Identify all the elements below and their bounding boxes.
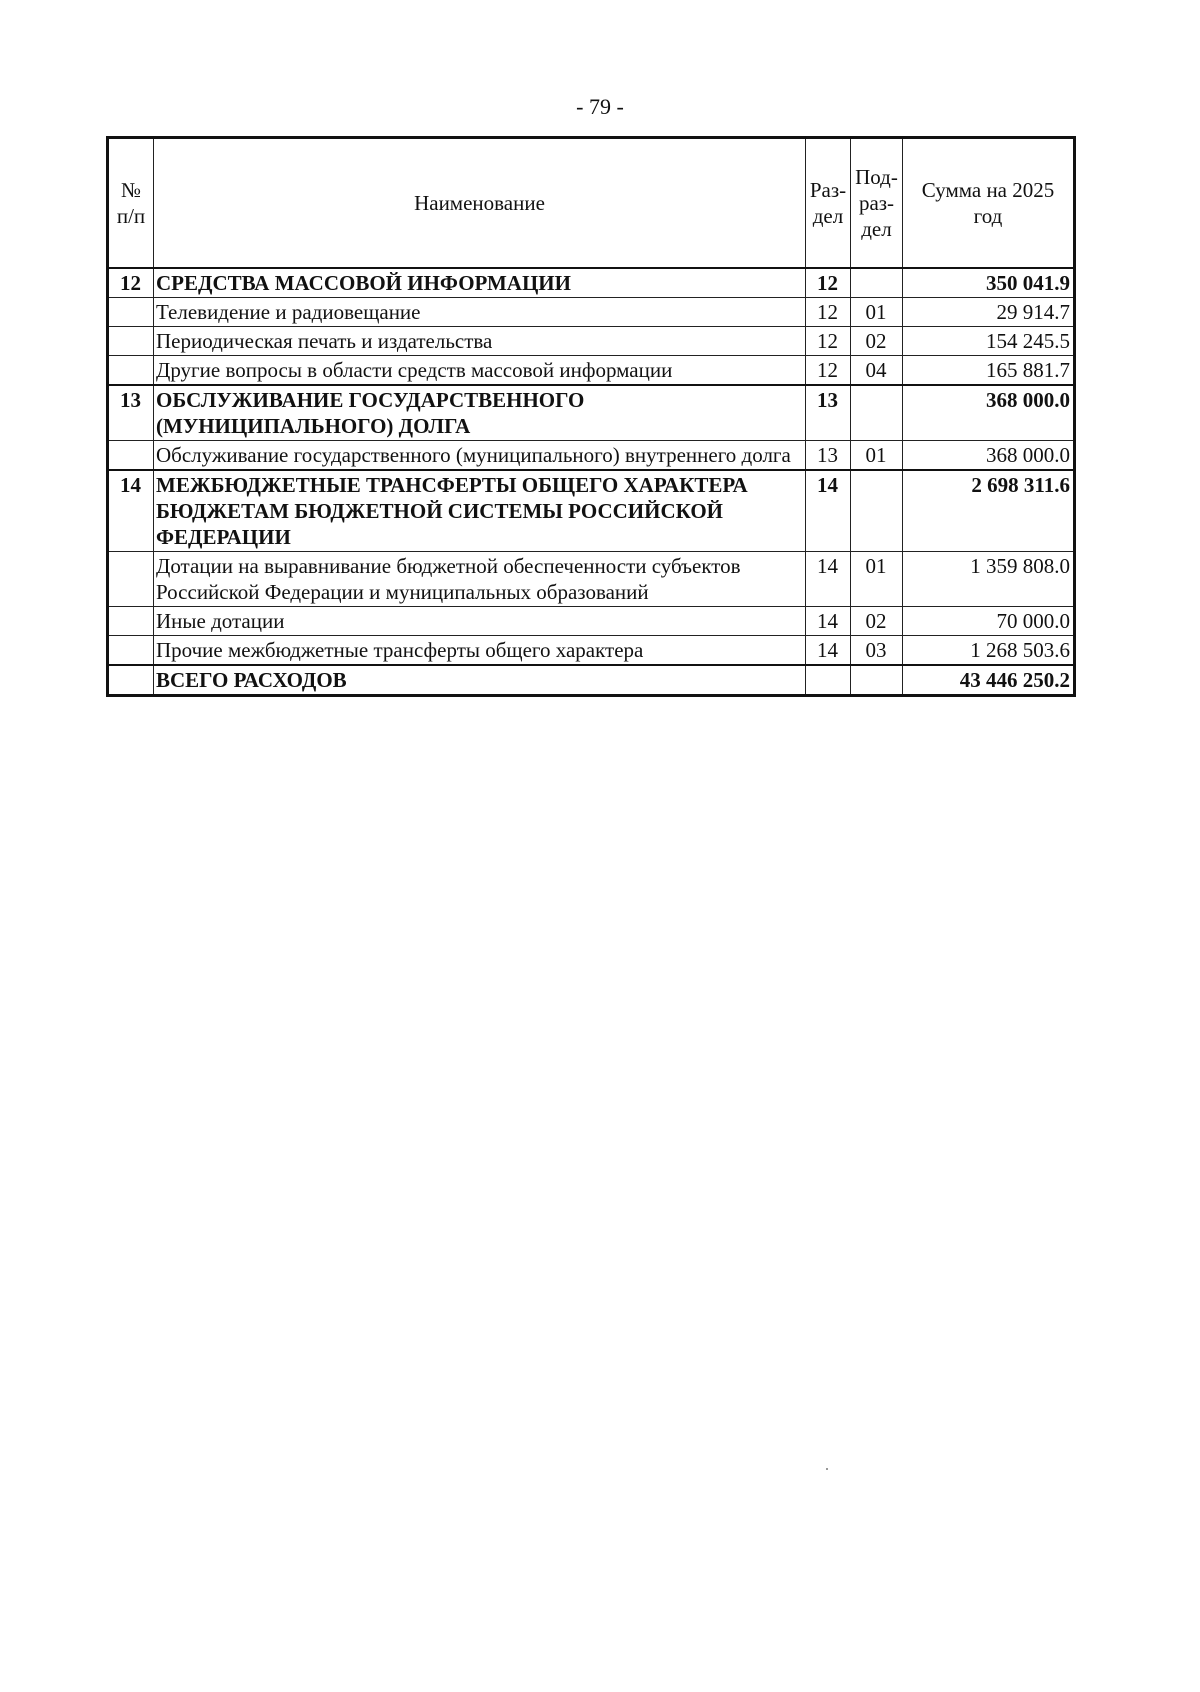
row-name-cell: СРЕДСТВА МАССОВОЙ ИНФОРМАЦИИ [154,268,806,298]
total-podrazdel-cell [851,665,903,696]
table-row [108,356,1075,386]
row-sum-cell: 1 359 808.0 [903,552,1075,607]
row-num-cell [108,636,154,666]
row-num-cell: 14 [108,470,154,552]
row-num-cell [108,441,154,471]
row-name-cell: Прочие межбюджетные трансферты общего характера [154,636,806,666]
scan-speck [826,1468,828,1470]
row-name-cell: Дотации на выравнивание бюджетной обеспеченности субъектов Российской Федерации и муниципальных образований [154,552,806,607]
row-sum-cell: 70 000.0 [903,607,1075,636]
row-sum-cell: 1 268 503.6 [903,636,1075,666]
table-body [108,268,1075,665]
budget-table [106,136,1076,697]
row-podrazdel-cell: 01 [851,298,903,327]
table-row [108,268,1075,298]
row-name-cell: ОБСЛУЖИВАНИЕ ГОСУДАРСТВЕННОГО (МУНИЦИПАЛЬНОГО) ДОЛГА [154,385,806,441]
table-row [108,385,1075,441]
header-sum: Сумма на 2025 год [903,138,1075,269]
row-num-cell [108,298,154,327]
row-name-cell: Обслуживание государственного (муниципального) внутреннего долга [154,441,806,471]
table-row [108,552,1075,607]
total-sum: 43 446 250.2 [903,665,1075,696]
row-sum-cell: 154 245.5 [903,327,1075,356]
row-razdel-cell: 14 [806,636,851,666]
row-podrazdel-cell: 02 [851,607,903,636]
total-label: ВСЕГО РАСХОДОВ [154,665,806,696]
row-name-cell: Иные дотации [154,607,806,636]
total-num-cell [108,665,154,696]
header-num: № п/п [108,138,154,269]
row-sum-cell: 368 000.0 [903,385,1075,441]
table-row [108,607,1075,636]
row-razdel-cell: 12 [806,298,851,327]
row-podrazdel-cell: 01 [851,552,903,607]
total-row [108,665,1075,696]
row-sum-cell: 2 698 311.6 [903,470,1075,552]
row-podrazdel-cell [851,268,903,298]
header-name: Наименование [154,138,806,269]
row-num-cell [108,327,154,356]
row-podrazdel-cell [851,385,903,441]
row-podrazdel-cell: 04 [851,356,903,386]
row-razdel-cell: 13 [806,385,851,441]
row-razdel-cell: 13 [806,441,851,471]
table-row [108,470,1075,552]
row-razdel-cell: 12 [806,356,851,386]
header-podrazdel: Под-раз-дел [851,138,903,269]
row-razdel-cell: 14 [806,552,851,607]
row-podrazdel-cell [851,470,903,552]
row-name-cell: Другие вопросы в области средств массовой информации [154,356,806,386]
row-razdel-cell: 14 [806,607,851,636]
row-name-cell: Телевидение и радиовещание [154,298,806,327]
table-row [108,441,1075,471]
header-razdel: Раз-дел [806,138,851,269]
total-razdel-cell [806,665,851,696]
row-sum-cell: 29 914.7 [903,298,1075,327]
row-sum-cell: 350 041.9 [903,268,1075,298]
row-num-cell [108,356,154,386]
row-sum-cell: 165 881.7 [903,356,1075,386]
page-number: - 79 - [576,94,624,119]
row-podrazdel-cell: 02 [851,327,903,356]
row-podrazdel-cell: 01 [851,441,903,471]
row-sum-cell: 368 000.0 [903,441,1075,471]
row-num-cell [108,607,154,636]
row-podrazdel-cell: 03 [851,636,903,666]
row-razdel-cell: 12 [806,268,851,298]
row-name-cell: МЕЖБЮДЖЕТНЫЕ ТРАНСФЕРТЫ ОБЩЕГО ХАРАКТЕРА БЮДЖЕТАМ БЮДЖЕТНОЙ СИСТЕМЫ РОССИЙСКОЙ ФЕДЕРАЦИИ [154,470,806,552]
row-name-cell: Периодическая печать и издательства [154,327,806,356]
row-razdel-cell: 14 [806,470,851,552]
table-row [108,636,1075,666]
row-num-cell: 12 [108,268,154,298]
table-header-row [108,138,1075,269]
row-num-cell [108,552,154,607]
row-razdel-cell: 12 [806,327,851,356]
table-row [108,298,1075,327]
row-num-cell: 13 [108,385,154,441]
table-row [108,327,1075,356]
